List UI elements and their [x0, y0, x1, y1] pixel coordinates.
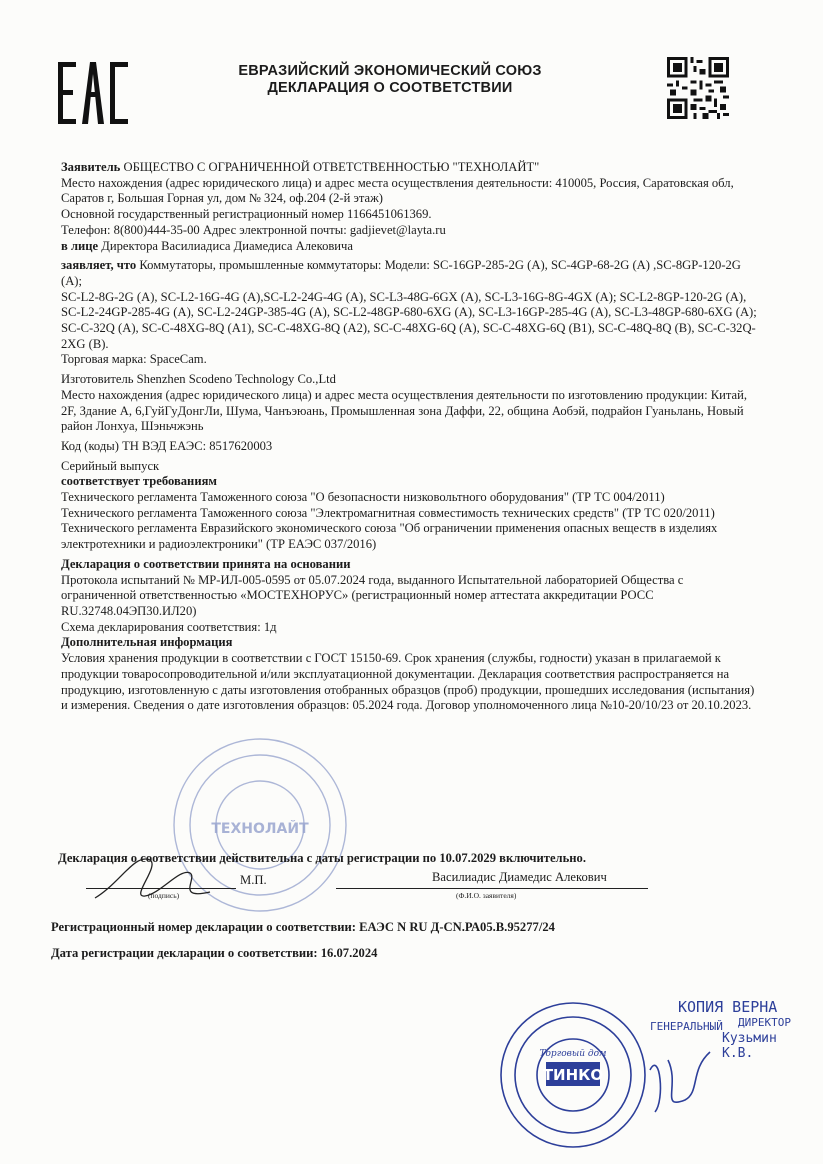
qr-code-icon [667, 57, 729, 119]
basis-heading: Декларация о соответствии принята на основании [61, 556, 351, 571]
applicant-fullname: Василиадис Диамедис Алекович [432, 870, 607, 884]
requirements-heading: соответствует требованиям [61, 474, 217, 489]
serial-release: Серийный выпуск [61, 458, 160, 473]
company-seal [498, 1000, 648, 1150]
signature-caption: (подпись) [148, 891, 180, 900]
declares-line [61, 258, 761, 289]
declares-label: заявляет, что [61, 258, 137, 273]
representative-label: в лице [61, 238, 99, 253]
copy-certified-label: КОПИЯ ВЕРНА [678, 998, 778, 1016]
applicant-ogrn: Основной государственный регистрационный номер 1166451061369. [61, 207, 432, 222]
applicant-label: Заявитель [61, 160, 121, 174]
test-protocol: Протокола испытаний № МР-ИЛ-005-0595 от 05.07.2024 года, выданного Испытательной лабораторией Общества с ограниченной ответственностью «МОСТЕХНОРУС» (регистрационный номер аттестата аккредитации РОСС RU.32748.04ЭП30.ИЛ20) [61, 572, 684, 618]
declaration-body [61, 160, 761, 714]
additional-text: Условия хранения продукции в соответствии с ГОСТ 15150-69. Срок хранения (службы, годности) указан в прилагаемой к продукции товаросопроводительной и/или эксплуатационной документации. Декларация соответствия распространяется на продукцию, изготовленную с даты изготовления отобранных образцов (проб) продукции, прошедших исследования (испытания) и измерения. Сведения о дате изготовления образцов: 05.2024 года. Договор уполномоченного лица №10-20/10/23 от 20.10.2023. [61, 651, 755, 713]
applicant-name: ОБЩЕСТВО С ОГРАНИЧЕННОЙ ОТВЕТСТВЕННОСТЬЮ "ТЕХНОЛАЙТ" [120, 160, 540, 174]
requirement-item: Технического регламента Таможенного союза "Электромагнитная совместимость технических средств" (ТР ТС 020/2011) [61, 505, 715, 520]
applicant-address: Место нахождения (адрес юридического лица) и адрес места осуществления деятельности: 410005, Россия, Саратовская обл, Саратов г, Большая Горная ул, дом № 324, оф.204 (2-й этаж) [61, 175, 734, 206]
director-signature [640, 1040, 720, 1120]
manufacturer-address: Место нахождения (адрес юридического лица) и адрес места осуществления деятельности по изготовлению продукции: Китай, 2F, Здание A, 6,ГуйГуДонгЛи, Шума, Чанъэюань, Промышленная зона Даффи, 22, община Аобэй, подрайон Гуаньлань, Новый район Лонхуа, Шэньчжэнь [61, 387, 748, 434]
representative-name: Директора Василиадиса Диамедиса Алековича [98, 238, 353, 253]
applicant-name-caption: (Ф.И.О. заявителя) [456, 891, 517, 900]
declaration-scheme: Схема декларирования соответствия: 1д [61, 619, 277, 634]
eac-logo [58, 62, 130, 124]
additional-heading: Дополнительная информация [61, 635, 233, 650]
trademark: Торговая марка: SpaceCam. [61, 352, 207, 367]
union-title: ЕВРАЗИЙСКИЙ ЭКОНОМИЧЕСКИЙ СОЮЗ [238, 63, 542, 79]
models-group-1: SC-L2-8G-2G (A), SC-L2-16G-4G (A),SC-L2-24G-4G (A), SC-L3-48G-6GX (A), SC-L3-16G-8G-4GX (A); SC-L2-8GP-120-2G (A), SC-L2-24GP-285-4G (A), SC-L2-24GP-385-4G (A), SC-L2-48GP-680-6XG (A), SC-L3-16GP-285-4G (A), SC-L3-48GP-680-6XG (A); [61, 289, 757, 320]
applicant-contacts: Телефон: 8(800)444-35-00 Адрес электронной почты: gadjievet@layta.ru [61, 222, 446, 237]
director-name: Кузьмин К.В. [722, 1031, 777, 1061]
applicant-name-line [336, 888, 648, 889]
models-group-2: SC-C-32Q (A), SC-C-48XG-8Q (A1), SC-C-48XG-8Q (A2), SC-C-48XG-6Q (A), SC-C-48XG-6Q (B1), SC-C-48Q-8Q (B), SC-C-32Q-2XG (B). [61, 321, 756, 351]
svg-text:Торговый дом: Торговый дом [539, 1049, 607, 1059]
validity-statement: Декларация о соответствии действительна с даты регистрации по 10.07.2029 включительно. [58, 851, 586, 865]
svg-text:ТИНКО: ТИНКО [542, 1066, 604, 1084]
applicant-line [61, 160, 761, 176]
document-header [150, 63, 630, 97]
declaration-title: ДЕКЛАРАЦИЯ О СООТВЕТСТВИИ [267, 80, 513, 96]
registration-date: Дата регистрации декларации о соответствии: 16.07.2024 [51, 946, 378, 960]
tnved-code: Код (коды) ТН ВЭД ЕАЭС: 8517620003 [61, 438, 273, 453]
svg-text:ТЕХНОЛАЙТ: ТЕХНОЛАЙТ [211, 821, 309, 837]
director-label: ДИРЕКТОР [738, 1016, 791, 1029]
signature-line [86, 888, 236, 889]
manufacturer-name: Изготовитель Shenzhen Scodeno Technology Co.,Ltd [61, 372, 336, 387]
requirement-item: Технического регламента Таможенного союза "О безопасности низковольтного оборудования" (ТР ТС 004/2011) [61, 490, 665, 505]
seal-place-mark: М.П. [240, 873, 267, 887]
products-text: Коммутаторы, промышленные коммутаторы: Модели: SC-16GP-285-2G (A), SC-4GP-68-2G (A) ,SC-8GP-120-2G (A); [61, 258, 741, 288]
registration-number: Регистрационный номер декларации о соответствии: ЕАЭС N RU Д-CN.РА05.В.95277/24 [51, 920, 555, 934]
general-label: ГЕНЕРАЛЬНЫЙ [650, 1020, 723, 1033]
requirement-item: Технического регламента Евразийского экономического союза "Об ограничении применения опасных веществ в изделиях электротехники и радиоэлектроники" (ТР ЕАЭС 037/2016) [61, 521, 718, 552]
representative-line [61, 239, 761, 255]
